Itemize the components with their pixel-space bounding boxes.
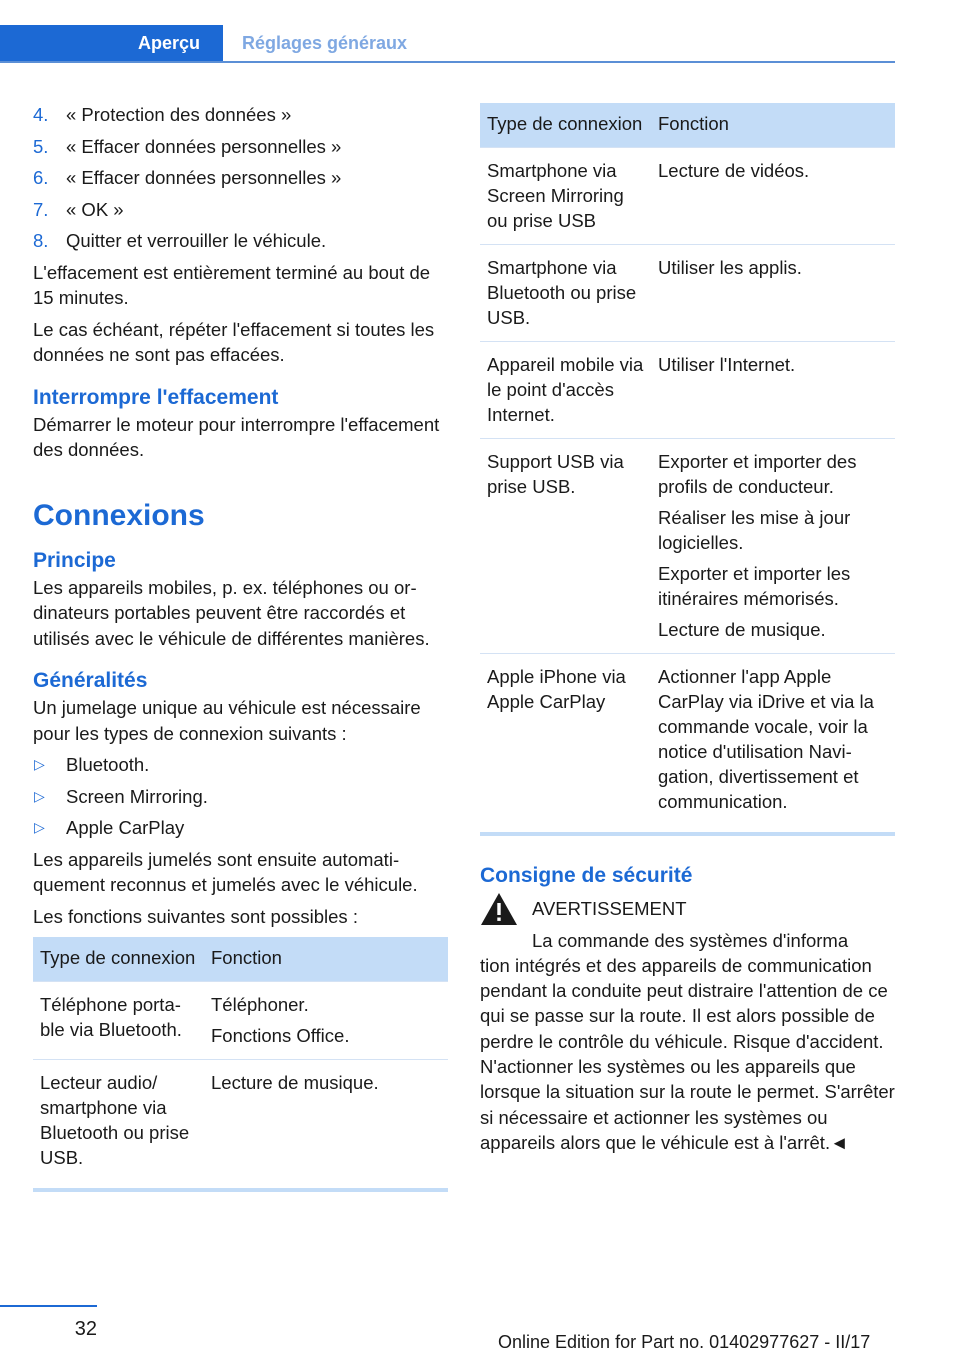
functions-table-right bbox=[480, 103, 895, 832]
table-end-rule bbox=[480, 832, 895, 836]
bullet-text: Bluetooth. bbox=[66, 754, 150, 775]
list-item bbox=[33, 228, 448, 254]
footer-rule bbox=[0, 1305, 97, 1307]
list-item bbox=[33, 752, 448, 778]
step-text: « Effacer données personnelles » bbox=[66, 167, 342, 188]
list-item bbox=[33, 102, 448, 128]
triangle-bullet-icon: ▷ bbox=[34, 819, 45, 835]
header-function: Fonction bbox=[651, 103, 895, 148]
connexions-title: Connexions bbox=[33, 498, 205, 532]
list-item bbox=[33, 165, 448, 191]
function-line: Exporter et importer les itinéraires mémorisés. bbox=[658, 563, 851, 609]
step-number: 4. bbox=[33, 104, 49, 125]
header-type: Type de connexion bbox=[33, 937, 204, 982]
warning-text-rest: tion intégrés et des appareils de communication pendant la conduite peut distraire l'attention de ce qui se passe sur la route. Il est alors possible de perdre le contrôle du véhicule. Risque d'accident. N'actionner les systèmes ou les appareils que lorsque la situation sur la route le permet. S'arrêter si nécessaire et actionner les systèmes ou appareils alors que le véhicule est à l'arrêt.◄ bbox=[480, 954, 895, 1153]
principe-text: Les appareils mobiles, p. ex. téléphones ou ordinateurs portables peuvent être raccordés et utilisés avec le véhicule de différentes manières. bbox=[33, 576, 430, 649]
table-row bbox=[480, 439, 895, 654]
safety-heading: Consigne de sécurité bbox=[480, 864, 693, 887]
bullet-text: Apple CarPlay bbox=[66, 817, 185, 838]
cell-type: Téléphone portable via Bluetooth. bbox=[33, 982, 204, 1060]
warning-text-first-line: La commande des systèmes d'informa bbox=[532, 929, 849, 951]
list-item bbox=[33, 815, 448, 841]
table-row bbox=[33, 982, 448, 1060]
warning-text bbox=[480, 928, 895, 1156]
step-text: Quitter et verrouiller le véhicule. bbox=[66, 230, 327, 251]
table-row bbox=[480, 654, 895, 833]
cell-function bbox=[651, 439, 895, 654]
function-line: Utiliser l'Internet. bbox=[658, 354, 796, 375]
warning-block bbox=[480, 896, 895, 1155]
cell-type: Support USB via prise USB. bbox=[480, 439, 651, 654]
steps-list bbox=[33, 102, 448, 254]
page-number: 32 bbox=[74, 1318, 97, 1340]
left-column bbox=[33, 102, 448, 1192]
paired-devices-text: Les appareils jumelés sont ensuite automatiquement reconnus et jumelés avec le véhicule. bbox=[33, 848, 418, 895]
tab-reglages-generaux[interactable]: Réglages généraux bbox=[242, 33, 408, 53]
interrupt-heading: Interrompre l'effacement bbox=[33, 385, 279, 409]
edition-text: Online Edition for Part no. 01402977627 - II/17 bbox=[498, 1332, 871, 1352]
function-line: Lecture de musique. bbox=[658, 619, 826, 640]
list-item bbox=[33, 197, 448, 223]
step-number: 6. bbox=[33, 167, 49, 188]
table-row bbox=[480, 148, 895, 245]
step-text: « Effacer données personnelles » bbox=[66, 135, 342, 157]
function-line: Utiliser les applis. bbox=[658, 257, 802, 278]
table-header-row bbox=[33, 937, 448, 982]
header-tabs bbox=[0, 25, 895, 63]
cell-type: Apple iPhone via Apple CarPlay bbox=[480, 654, 651, 833]
list-item bbox=[33, 784, 448, 810]
function-line: Fonctions Office. bbox=[211, 1025, 350, 1046]
cell-function bbox=[204, 1060, 448, 1189]
function-line: Actionner l'app Apple CarPlay via iDrive et via la commande vocale, voir la notice d'utilisation Navigation, divertissement et communication. bbox=[658, 666, 874, 812]
function-line: Lecture de vidéos. bbox=[658, 160, 810, 181]
bullet-text: Screen Mirroring. bbox=[66, 785, 208, 807]
generalites-text: Un jumelage unique au véhicule est nécessaire pour les types de connexion suivants : bbox=[33, 697, 421, 744]
cell-function bbox=[204, 982, 448, 1060]
function-line: Réaliser les mise à jour logicielles. bbox=[658, 507, 851, 553]
tab-apercu[interactable]: Aperçu bbox=[0, 25, 223, 63]
table-end-rule bbox=[33, 1188, 448, 1192]
header-type: Type de connexion bbox=[480, 103, 651, 148]
connection-types-list bbox=[33, 752, 448, 841]
warning-triangle-icon bbox=[480, 892, 518, 926]
cell-function bbox=[651, 148, 895, 245]
function-line: Téléphoner. bbox=[211, 994, 309, 1015]
step-number: 7. bbox=[33, 198, 49, 220]
table-row bbox=[480, 342, 895, 439]
header-rule bbox=[0, 61, 895, 63]
step-number: 5. bbox=[33, 135, 49, 157]
function-line: Exporter et importer des profils de conducteur. bbox=[658, 451, 857, 497]
right-column bbox=[480, 103, 895, 1155]
table-row bbox=[480, 245, 895, 342]
generalites-heading: Généralités bbox=[33, 669, 148, 692]
triangle-bullet-icon: ▷ bbox=[34, 756, 45, 772]
triangle-bullet-icon: ▷ bbox=[34, 787, 45, 804]
interrupt-text: Démarrer le moteur pour interrompre l'effacement des données. bbox=[33, 413, 440, 460]
cell-function bbox=[651, 342, 895, 439]
cell-function bbox=[651, 245, 895, 342]
table-header-row bbox=[480, 103, 895, 148]
erase-done-text: L'effacement est entièrement terminé au bout de 15 minutes. bbox=[33, 261, 431, 308]
functions-intro-text: Les fonctions suivantes sont possibles : bbox=[33, 905, 358, 927]
header-function: Fonction bbox=[204, 937, 448, 982]
warning-label: AVERTISSEMENT bbox=[532, 898, 687, 919]
function-line: Lecture de musique. bbox=[211, 1072, 379, 1093]
step-number: 8. bbox=[33, 230, 49, 251]
functions-table-left bbox=[33, 937, 448, 1188]
table-row bbox=[33, 1060, 448, 1189]
cell-type: Smartphone via Screen Mirroring ou prise USB bbox=[480, 148, 651, 245]
cell-type: Smartphone via Bluetooth ou prise USB. bbox=[480, 245, 651, 342]
cell-type: Appareil mobile via le point d'accès Internet. bbox=[480, 342, 651, 439]
cell-function bbox=[651, 654, 895, 833]
list-item bbox=[33, 134, 448, 160]
principe-heading: Principe bbox=[33, 548, 116, 572]
erase-repeat-text: Le cas échéant, répéter l'effacement si toutes les données ne sont pas effacées. bbox=[33, 318, 435, 365]
cell-type: Lecteur audio/ smartphone via Bluetooth ou prise USB. bbox=[33, 1060, 204, 1189]
step-text: « Protection des données » bbox=[66, 104, 292, 125]
step-text: « OK » bbox=[66, 198, 124, 220]
